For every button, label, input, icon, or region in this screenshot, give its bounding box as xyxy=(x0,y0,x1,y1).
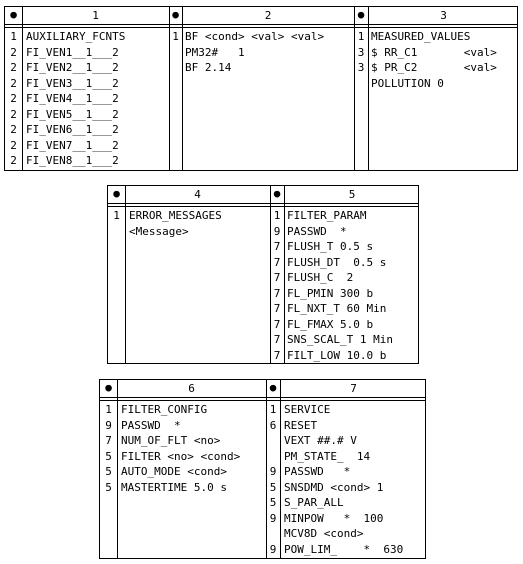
priority-value: 1 xyxy=(269,403,277,416)
priority-value: 7 xyxy=(273,240,281,253)
menu-item: FI_VEN1__1___2 xyxy=(26,45,119,59)
menu-item: FI_VEN5__1___2 xyxy=(26,107,119,121)
bullet-marker: ● xyxy=(10,8,17,21)
priority-value xyxy=(354,76,368,92)
menu-item: FILT_LOW 10.0 b xyxy=(287,348,387,362)
priority-column xyxy=(169,29,182,76)
priority-value: 9 xyxy=(269,511,277,525)
menu-item: POLLUTION 0 xyxy=(371,76,444,90)
menu-item: ERROR_MESSAGES xyxy=(129,209,222,222)
menu-item: MCV8D <cond> xyxy=(284,527,364,540)
column-number: 7 xyxy=(350,382,357,395)
menu-item: FI_VEN8__1___2 xyxy=(26,154,119,167)
menu-item: FL_PMIN 300 b xyxy=(287,286,374,300)
priority-value: 1 xyxy=(105,403,112,416)
menu-item: $ RR_C1 <val> xyxy=(371,45,497,59)
priority-value: 2 xyxy=(10,76,17,90)
menu-items xyxy=(129,208,222,239)
priority-value xyxy=(108,224,125,240)
header-gap xyxy=(5,24,517,28)
priority-value: 5 xyxy=(105,465,112,478)
bullet-marker: ● xyxy=(105,381,112,394)
menu-item: PM_STATE_ 14 xyxy=(284,449,371,463)
priority-value: 1 xyxy=(113,209,120,222)
table-header xyxy=(5,7,517,25)
priority-value: 6 xyxy=(269,418,277,432)
priority-value: 9 xyxy=(269,542,277,556)
menu-item: FL_NXT_T 60 Min xyxy=(287,302,387,315)
priority-value: 1 xyxy=(172,30,179,43)
menu-item: BF 2.14 xyxy=(185,61,232,74)
header-gap xyxy=(108,203,418,207)
menu-item: FL_FMAX 5.0 b xyxy=(287,317,374,331)
bullet-marker: ● xyxy=(357,8,365,21)
priority-value xyxy=(266,526,280,542)
menu-item: SNS_SCAL_T 1 Min xyxy=(287,333,393,346)
menu-item: FLUSH_DT 0.5 s xyxy=(287,255,387,269)
menu-table-3 xyxy=(99,379,426,559)
priority-value: 7 xyxy=(273,317,281,331)
priority-value: 2 xyxy=(10,45,17,59)
priority-value: 1 xyxy=(357,30,365,43)
priority-value: 1 xyxy=(10,30,17,43)
priority-value: 5 xyxy=(105,480,112,494)
menu-item: FI_VEN3__1___2 xyxy=(26,76,119,90)
priority-value: 7 xyxy=(273,333,281,346)
menu-item: VEXT ##.# V xyxy=(284,434,357,447)
priority-value: 9 xyxy=(269,465,277,478)
menu-items xyxy=(121,402,240,495)
menu-items xyxy=(185,29,324,76)
priority-column xyxy=(270,208,284,363)
priority-value xyxy=(169,60,182,76)
menu-item: PM32# 1 xyxy=(185,45,245,59)
column-number: 5 xyxy=(348,188,356,201)
menu-item: BF <cond> <val> <val> xyxy=(185,30,325,43)
priority-value: 9 xyxy=(273,224,281,238)
priority-value: 1 xyxy=(273,209,281,222)
table-header xyxy=(100,380,425,398)
priority-value: 3 xyxy=(357,45,365,59)
header-gap xyxy=(100,397,425,401)
priority-column xyxy=(100,402,117,495)
priority-value: 9 xyxy=(105,418,112,432)
priority-value xyxy=(266,449,280,465)
column-number: 2 xyxy=(264,9,272,22)
menu-item: FI_VEN2__1___2 xyxy=(26,61,119,74)
priority-column xyxy=(5,29,22,169)
priority-value xyxy=(169,45,182,61)
column-number: 4 xyxy=(194,188,201,201)
menu-item: FILTER_PARAM xyxy=(287,209,367,222)
menu-item: MINPOW * 100 xyxy=(284,511,384,525)
menu-items xyxy=(26,29,125,169)
menu-item: FLUSH_T 0.5 s xyxy=(287,240,374,253)
priority-column xyxy=(354,29,368,91)
menu-item: FILTER_CONFIG xyxy=(121,403,208,416)
bullet-marker: ● xyxy=(113,187,120,200)
priority-column xyxy=(266,402,280,557)
priority-value: 2 xyxy=(10,61,17,74)
priority-value xyxy=(266,433,280,449)
menu-items xyxy=(287,208,393,363)
table-header xyxy=(108,186,418,204)
menu-item: MASTERTIME 5.0 s xyxy=(121,480,227,494)
menu-item: FI_VEN7__1___2 xyxy=(26,138,119,152)
column-number: 3 xyxy=(440,9,447,22)
priority-value: 7 xyxy=(273,255,281,269)
priority-value: 2 xyxy=(10,138,17,152)
menu-item: SERVICE xyxy=(284,403,331,416)
priority-value: 7 xyxy=(273,348,281,362)
menu-item: <Message> xyxy=(129,224,189,238)
menu-item: FILTER <no> <cond> xyxy=(121,449,241,463)
priority-column xyxy=(108,208,125,239)
column-number: 1 xyxy=(92,9,99,22)
priority-value: 2 xyxy=(10,123,17,136)
menu-item: RESET xyxy=(284,418,318,432)
menu-item: FI_VEN6__1___2 xyxy=(26,123,119,136)
menu-item: S_PAR_ALL xyxy=(284,496,344,509)
bullet-marker: ● xyxy=(269,381,277,394)
priority-value: 3 xyxy=(357,61,365,74)
priority-value: 7 xyxy=(273,271,281,284)
menu-item: MEASURED_VALUES xyxy=(371,30,471,43)
menu-item: $ PR_C2 <val> xyxy=(371,61,497,74)
priority-value: 2 xyxy=(10,92,17,105)
priority-value: 5 xyxy=(105,449,112,463)
column-number: 6 xyxy=(188,382,195,395)
priority-value: 2 xyxy=(10,154,17,167)
menu-item: SNSDMD <cond> 1 xyxy=(284,480,384,494)
menu-item: PASSWD * xyxy=(287,224,347,238)
menu-items xyxy=(371,29,497,91)
priority-value: 7 xyxy=(105,434,112,447)
bullet-marker: ● xyxy=(172,8,179,21)
priority-value: 5 xyxy=(269,496,277,509)
priority-value: 2 xyxy=(10,107,17,121)
menu-item: PASSWD * xyxy=(121,418,181,432)
menu-items xyxy=(284,402,403,557)
priority-value: 5 xyxy=(269,480,277,494)
menu-table-2 xyxy=(107,185,419,364)
menu-item: AUTO_MODE <cond> xyxy=(121,465,227,478)
priority-value: 7 xyxy=(273,302,281,315)
menu-item: POW_LIM_ * 630 xyxy=(284,542,404,556)
menu-item: PASSWD * xyxy=(284,465,351,478)
bullet-marker: ● xyxy=(273,187,281,200)
priority-value: 7 xyxy=(273,286,281,300)
menu-item: AUXILIARY_FCNTS xyxy=(26,30,126,43)
menu-item: NUM_OF_FLT <no> xyxy=(121,434,221,447)
menu-item: FLUSH_C 2 xyxy=(287,271,354,284)
menu-table-1 xyxy=(4,6,518,171)
menu-item: FI_VEN4__1___2 xyxy=(26,92,119,105)
